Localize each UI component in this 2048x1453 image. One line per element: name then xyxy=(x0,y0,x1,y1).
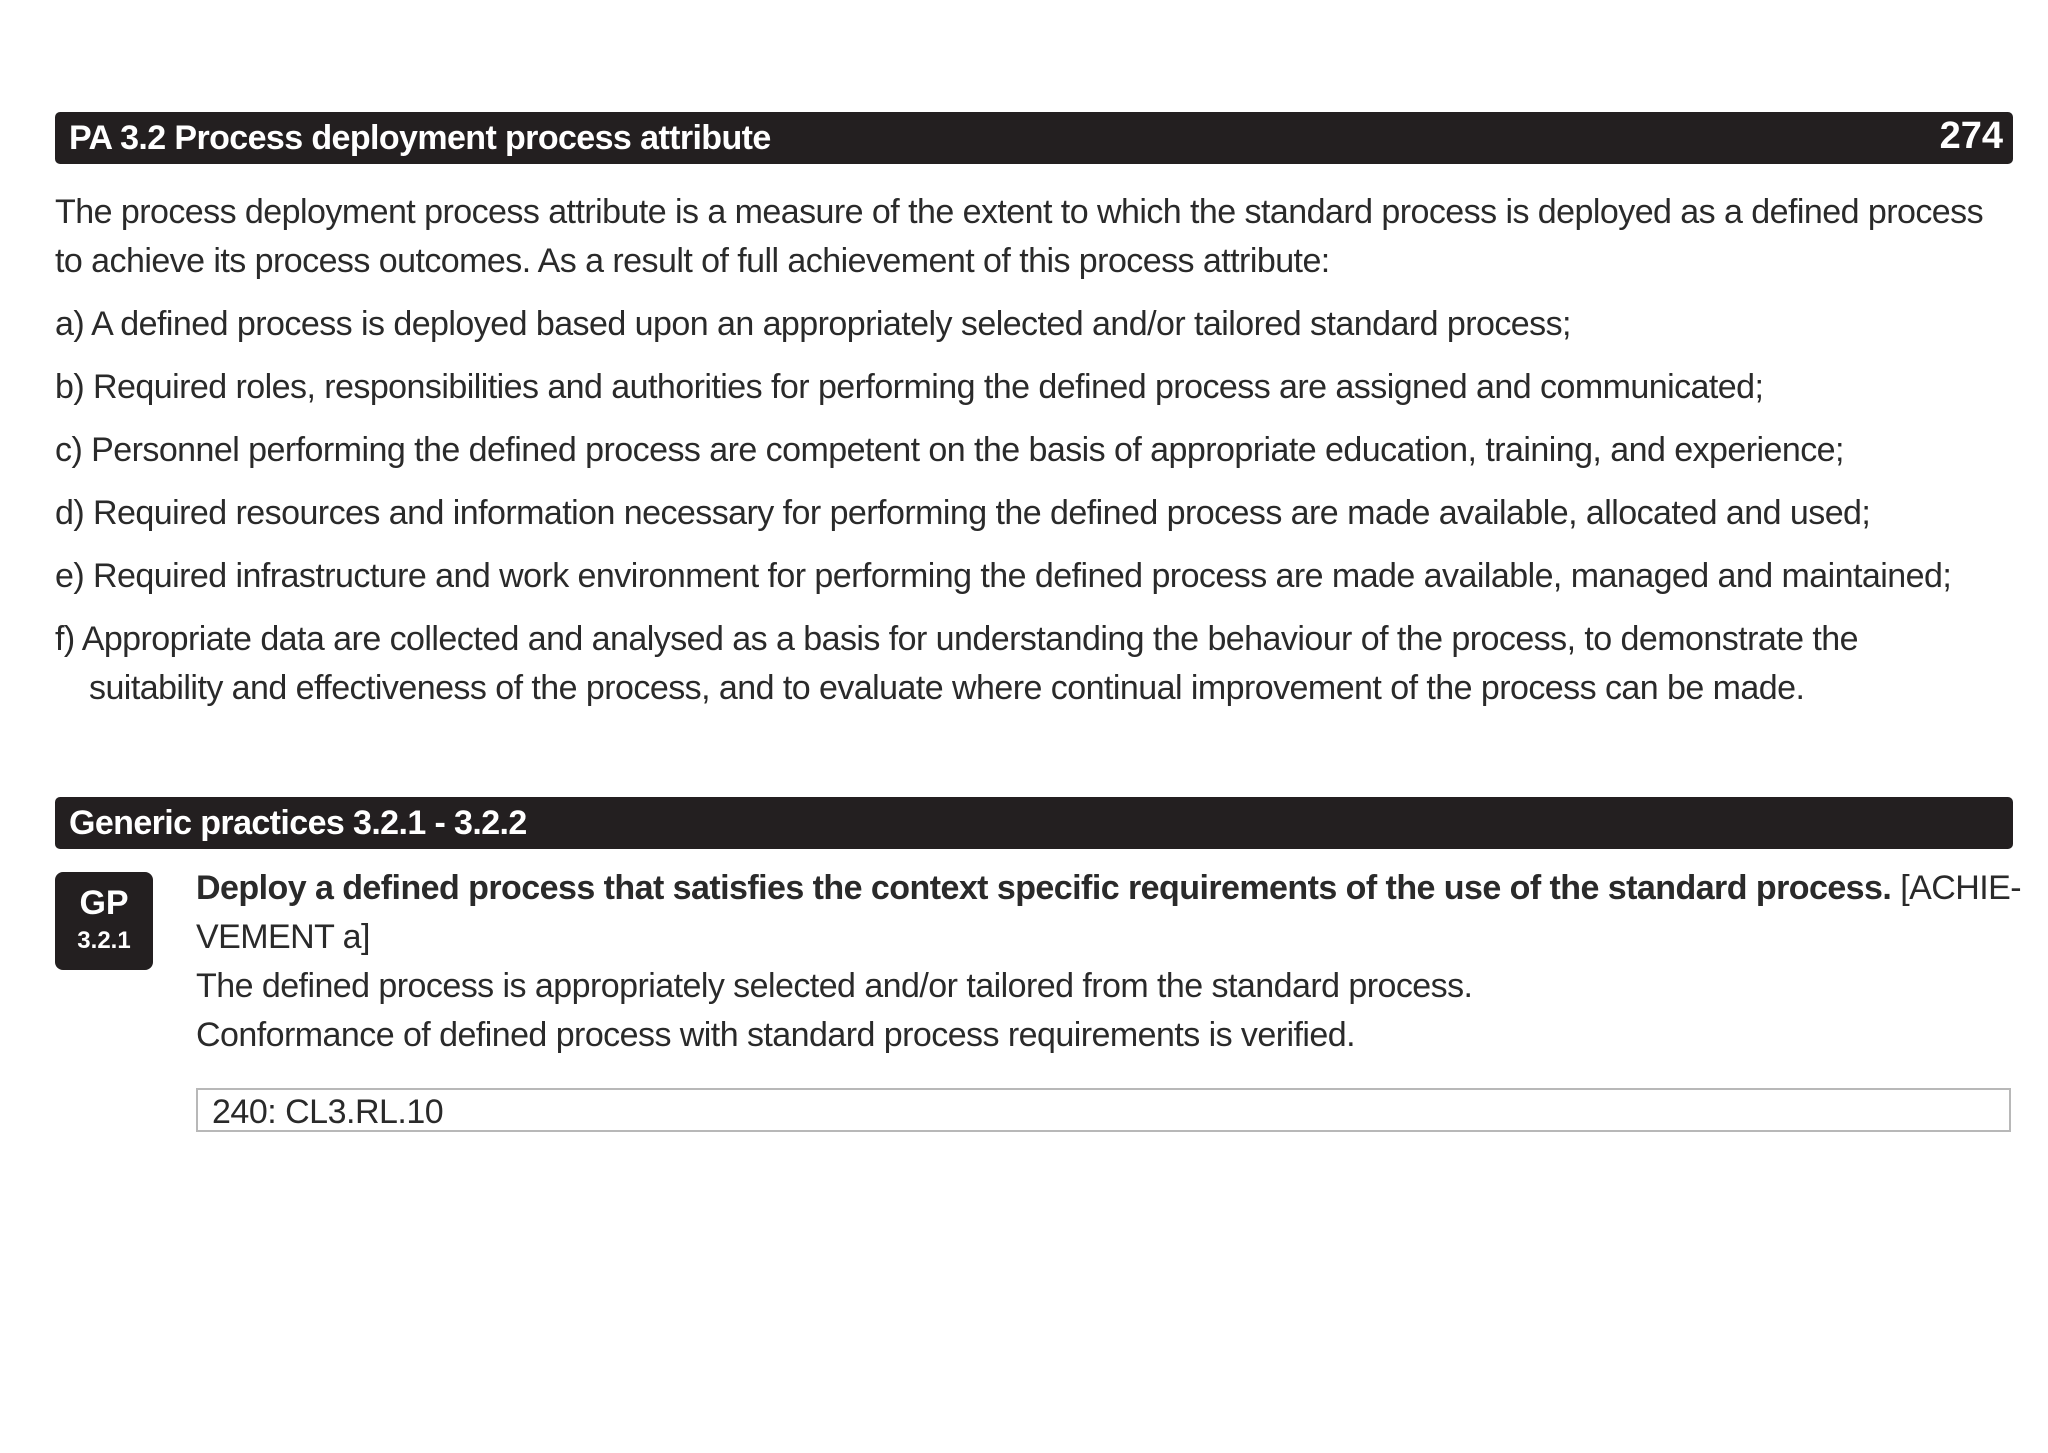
intro-line-1: The process deployment process attribute is a measure of the extent to which the standard process is deployed as a defined process xyxy=(55,193,1984,231)
achievement-d: d) Required resources and information necessary for performing the defined process are made available, allocated and used; xyxy=(55,494,1871,532)
gp-title-suffix: [ACHIE- xyxy=(1891,869,2022,907)
achievement-a: a) A defined process is deployed based upon an appropriately selected and/or tailored standard process; xyxy=(55,305,1571,343)
gp-badge-number: 3.2.1 xyxy=(77,927,131,954)
gp-title-bold: Deploy a defined process that satisfies the context specific requirements of the use of the standard process. xyxy=(196,869,1892,907)
section-header-pa32 xyxy=(55,112,2013,164)
gp-badge xyxy=(55,872,153,970)
gp-badge-label: GP xyxy=(79,884,129,922)
reference-box xyxy=(196,1088,2011,1132)
achievement-b: b) Required roles, responsibilities and authorities for performing the defined process are assigned and communicated; xyxy=(55,368,1764,406)
gp-title-line-2: VEMENT a] xyxy=(196,918,370,956)
achievement-f-line-1: f) Appropriate data are collected and analysed as a basis for understanding the behaviour of the process, to demonstrate the xyxy=(55,620,1858,658)
gp-note-1: The defined process is appropriately selected and/or tailored from the standard process. xyxy=(196,967,1473,1005)
generic-practices-title: Generic practices 3.2.1 - 3.2.2 xyxy=(69,804,527,842)
gp-note-2: Conformance of defined process with standard process requirements is verified. xyxy=(196,1016,1356,1054)
section-title: PA 3.2 Process deployment process attribute xyxy=(69,119,771,157)
achievement-f-line-2: suitability and effectiveness of the process, and to evaluate where continual improvement of the process can be made. xyxy=(89,669,1805,707)
gp-title-line-1 xyxy=(196,864,2021,913)
achievement-c: c) Personnel performing the defined process are competent on the basis of appropriate education, training, and experience; xyxy=(55,431,1844,469)
achievement-e: e) Required infrastructure and work environment for performing the defined process are made available, managed and maintained; xyxy=(55,557,1952,595)
intro-line-2: to achieve its process outcomes. As a result of full achievement of this process attribute: xyxy=(55,242,1330,280)
generic-practices-header xyxy=(55,797,2013,849)
page-number: 274 xyxy=(1939,115,2003,157)
reference-text: 240: CL3.RL.10 xyxy=(212,1093,444,1131)
